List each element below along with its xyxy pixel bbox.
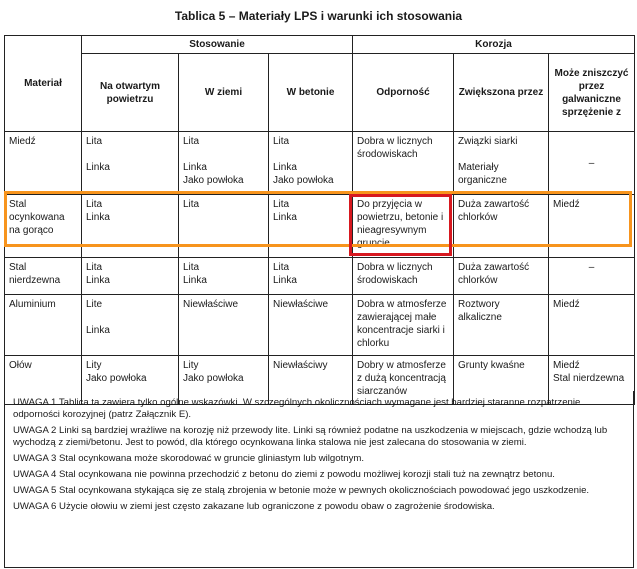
material-cell: Aluminium [5, 295, 82, 356]
cell-galwaniczne: – [549, 258, 635, 295]
cell-galwaniczne: Miedź [549, 195, 635, 258]
cell-zwiekszona: Grunty kwaśne [454, 356, 549, 405]
cell-otwarte [82, 258, 179, 295]
header-korozja: Korozja [353, 36, 635, 54]
cell-line: Roztwory [458, 299, 500, 310]
cell-line: Jako powłoka [86, 373, 147, 384]
cell-line: Lita [183, 199, 200, 210]
cell-odpornosc: Dobra w licznych środowiskach [353, 132, 454, 195]
cell-line: Linka [273, 162, 297, 173]
cell-ziemia: Niewłaściwe [179, 295, 269, 356]
cell-odpornosc: Dobry w atmosferze z dużą koncentracją siarczanów [353, 356, 454, 405]
header-zwiekszona: Zwiększona przez [454, 54, 549, 132]
cell-line: Lity [86, 360, 102, 371]
cell-line: Linka [273, 275, 297, 286]
cell-ziemia [179, 258, 269, 295]
header-galwaniczne: Może zniszczyć przez galwaniczne sprzężenie z [549, 54, 635, 132]
cell-zwiekszona [454, 295, 549, 356]
cell-odpornosc: Do przyjęcia w powietrzu, betonie i nieagresywnym gruncie [353, 195, 454, 258]
cell-otwarte [82, 132, 179, 195]
cell-line: Miedź [553, 360, 580, 371]
cell-line: Lita [273, 199, 290, 210]
cell-line: Jako powłoka [183, 175, 244, 186]
cell-line: Linka [86, 325, 110, 336]
cell-line: Linka [86, 212, 110, 223]
cell-beton [269, 195, 353, 258]
material-cell: Stal nierdzewna [5, 258, 82, 295]
table-row [5, 195, 635, 258]
cell-zwiekszona: Duża zawartość chlorków [454, 258, 549, 295]
cell-line: Lita [86, 262, 103, 273]
cell-line: Lite [86, 299, 103, 310]
header-ziemia: W ziemi [179, 54, 269, 132]
cell-beton [269, 258, 353, 295]
note-6: UWAGA 6 Użycie ołowiu w ziemi jest często zakazane lub ograniczone z powodu obaw o zagrożenie środowiska. [13, 501, 495, 512]
cell-galwaniczne: Miedź [549, 295, 635, 356]
cell-line: Lita [273, 136, 290, 147]
cell-line: Linka [183, 275, 207, 286]
cell-line: Linka [273, 212, 297, 223]
note-1: UWAGA 1 Tablica ta zawiera tylko ogólne wskazówki. W szczególnych okolicznościach wymagane jest bardziej staranne rozpatrzenie odporności korozyjnej (patrz Załącznik E). [13, 397, 581, 420]
cell-line: Materiały organiczne [458, 162, 507, 186]
cell-line: Linka [86, 275, 110, 286]
cell-line: Jako powłoka [183, 373, 244, 384]
table-row [5, 295, 635, 356]
cell-line: Lita [183, 136, 200, 147]
note-5: UWAGA 5 Stal ocynkowana stykająca się ze stalą zbrojenia w betonie może w pewnych okolicznościach powodować jego uszkodzenie. [13, 485, 590, 496]
note-2: UWAGA 2 Linki są bardziej wrażliwe na korozję niż przewody lite. Linki są również podatne na uszkodzenia w miejscach, gdzie wchodzą lub wychodzą z ziemi/betonu. Jest to powód, dla którego ocynkowana linka stalowa nie jest zalecana do stosowania w ziemi. [13, 425, 608, 448]
cell-line: Stal nierdzewna [553, 373, 625, 384]
table-title: Tablica 5 – Materiały LPS i warunki ich stosowania [174, 9, 463, 23]
header-material: Materiał [5, 36, 82, 132]
material-cell: Ołów [5, 356, 82, 405]
cell-line: Lita [273, 262, 290, 273]
cell-line: Lita [86, 199, 103, 210]
cell-odpornosc: Dobra w atmosferze zawierającej małe koncentracje siarki i chlorku [353, 295, 454, 356]
header-stosowanie: Stosowanie [82, 36, 353, 54]
note-3: UWAGA 3 Stal ocynkowana może skorodować w gruncie gliniastym lub wilgotnym. [13, 453, 365, 464]
header-odpornosc: Odporność [353, 54, 454, 132]
table-row [5, 258, 635, 295]
cell-galwaniczne: – [549, 132, 635, 195]
cell-otwarte [82, 295, 179, 356]
cell-line: alkaliczne [458, 312, 502, 323]
cell-line: Lita [86, 136, 103, 147]
cell-line: Jako powłoka [273, 175, 334, 186]
cell-beton: Niewłaściwe [269, 295, 353, 356]
material-cell: Stal ocynkowana na gorąco [5, 195, 82, 258]
table-row [5, 132, 635, 195]
cell-line: Lita [183, 262, 200, 273]
header-beton: W betonie [269, 54, 353, 132]
material-cell: Miedź [5, 132, 82, 195]
cell-ziemia [179, 195, 269, 258]
cell-line: Linka [183, 162, 207, 173]
header-otwarte: Na otwartym powietrzu [82, 54, 179, 132]
cell-odpornosc: Dobra w licznych środowiskach [353, 258, 454, 295]
cell-line: Związki siarki [458, 136, 518, 147]
cell-line: Lity [183, 360, 199, 371]
notes-box [4, 391, 634, 568]
cell-ziemia [179, 132, 269, 195]
cell-otwarte [82, 195, 179, 258]
cell-beton: Niewłaściwy [269, 356, 353, 405]
cell-zwiekszona [454, 132, 549, 195]
cell-zwiekszona: Duża zawartość chlorków [454, 195, 549, 258]
cell-line: Linka [86, 162, 110, 173]
note-4: UWAGA 4 Stal ocynkowana nie powinna przechodzić z betonu do ziemi z powodu możliwej korozji stali tuż na zewnątrz betonu. [13, 469, 555, 480]
materials-table [4, 35, 635, 405]
cell-beton [269, 132, 353, 195]
